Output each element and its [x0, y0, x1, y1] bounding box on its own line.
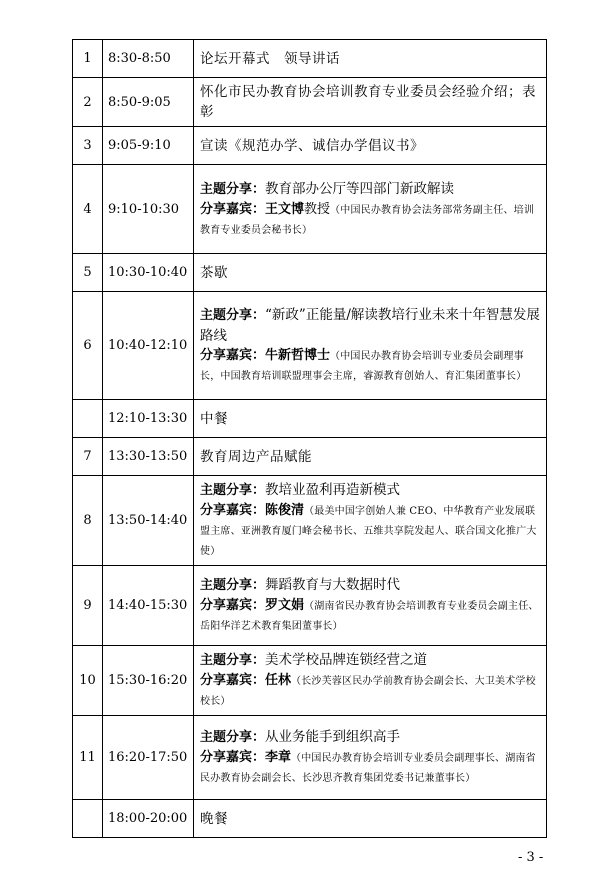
schedule-row: [73, 400, 547, 438]
topic-label: 主题分享：: [200, 181, 266, 197]
guest-name: 罗文娟: [265, 598, 305, 613]
guest-line: [200, 596, 540, 636]
row-number: 5: [73, 254, 103, 292]
row-time: 16:20-17:50: [103, 716, 194, 800]
agenda-item-text: 晚餐: [200, 810, 228, 827]
row-time: 13:30-13:50: [103, 438, 194, 476]
guest-line: [200, 671, 540, 711]
row-content: [194, 292, 547, 400]
row-number: [73, 800, 103, 838]
topic-line: [200, 305, 540, 346]
row-content: [194, 400, 547, 438]
guest-line: [200, 748, 540, 788]
row-time: 10:40-12:10: [103, 292, 194, 400]
page-number: - 3 -: [518, 850, 544, 865]
row-time: 18:00-20:00: [103, 800, 194, 838]
row-time: 8:50-9:05: [103, 78, 194, 127]
guest-note: （中国民办教育协会培训专业委员会副理事长、湖南省民办教育协会副会长、长沙思齐教育集团党委书记兼董事长）: [200, 753, 536, 784]
row-time: 12:10-13:30: [103, 400, 194, 438]
row-number: 8: [73, 476, 103, 566]
topic-text: 教育部办公厅等四部门新政解读: [265, 180, 455, 197]
schedule-row: [73, 254, 547, 292]
row-time: 13:50-14:40: [103, 476, 194, 566]
schedule-row: [73, 78, 547, 127]
guest-name: 李章: [265, 750, 292, 765]
row-content: [194, 78, 547, 127]
topic-label: 主题分享：: [200, 578, 266, 593]
topic-line: [200, 575, 540, 596]
topic-text: “新政”正能量/解读教培行业未来十年智慧发展路线: [200, 307, 540, 344]
topic-label: 主题分享：: [200, 483, 266, 498]
row-content: [194, 800, 547, 838]
row-content: [194, 476, 547, 566]
row-time: 15:30-16:20: [103, 646, 194, 716]
guest-label: 分享嘉宾：: [200, 503, 266, 518]
guest-label: 分享嘉宾：: [200, 673, 266, 688]
row-number: 2: [73, 78, 103, 127]
schedule-table: [72, 39, 547, 838]
row-number: 10: [73, 646, 103, 716]
guest-note: （最美中国字创始人兼 CEO、中华教育产业发展联盟主席、亚洲教育厦门峰会秘书长、五维共享院发起人、联合国文化推广大使）: [200, 506, 537, 557]
row-content: [194, 438, 547, 476]
schedule-row: [73, 566, 547, 646]
topic-line: [200, 480, 540, 501]
guest-label: 分享嘉宾：: [200, 750, 266, 765]
row-time: 14:40-15:30: [103, 566, 194, 646]
row-number: 9: [73, 566, 103, 646]
row-number: [73, 400, 103, 438]
guest-note: （中国民办教育协会法务部常务副主任、培训教育专业委员会秘书长）: [200, 204, 535, 236]
topic-label: 主题分享：: [200, 308, 266, 323]
row-content: [194, 40, 547, 78]
row-time: 8:30-8:50: [103, 40, 194, 78]
schedule-row: [73, 438, 547, 476]
row-number: 11: [73, 716, 103, 800]
topic-label: 主题分享：: [200, 730, 266, 745]
agenda-item-text: 教育周边产品赋能: [200, 448, 312, 465]
topic-line: [200, 179, 540, 200]
schedule-row: [73, 476, 547, 566]
row-number: 1: [73, 40, 103, 78]
topic-text: 美术学校品牌连锁经营之道: [265, 652, 428, 668]
guest-name: 王文博: [265, 201, 305, 217]
topic-text: 从业务能手到组织高手: [265, 729, 401, 745]
topic-label: 主题分享：: [200, 653, 266, 668]
schedule-row: [73, 800, 547, 838]
topic-line: [200, 650, 540, 671]
guest-note: （湖南省民办教育协会培训教育专业委员会副主任、岳阳华洋艺术教育集团董事长）: [200, 601, 539, 632]
guest-name: 陈俊清: [265, 503, 305, 518]
guest-title: 教授: [304, 201, 331, 217]
guest-line: [200, 346, 540, 386]
row-content: [194, 566, 547, 646]
agenda-item-text: 中餐: [200, 410, 228, 427]
schedule-row: [73, 165, 547, 254]
schedule-row: [73, 127, 547, 165]
guest-name: 任林: [265, 673, 292, 688]
guest-note: （长沙芙蓉区民办学前教育协会副会长、大卫美术学校校长）: [200, 676, 536, 707]
guest-line: [200, 501, 540, 561]
topic-text: 舞蹈教育与大数据时代: [265, 577, 401, 593]
schedule-row: [73, 716, 547, 800]
guest-label: 分享嘉宾：: [200, 201, 266, 217]
row-number: 3: [73, 127, 103, 165]
row-content: [194, 254, 547, 292]
row-number: 4: [73, 165, 103, 254]
schedule-row: [73, 292, 547, 400]
row-content: [194, 127, 547, 165]
schedule-row: [73, 40, 547, 78]
guest-note: （中国民办教育协会培训专业委员会副理事长，中国教育培训联盟理事会主席，睿源教育创始人、育汇集团董事长）: [200, 351, 527, 382]
topic-line: [200, 727, 540, 748]
row-content: [194, 716, 547, 800]
schedule-row: [73, 646, 547, 716]
guest-label: 分享嘉宾：: [200, 348, 266, 363]
guest-label: 分享嘉宾：: [200, 598, 266, 613]
guest-name: 牛新哲博士: [265, 348, 331, 363]
agenda-item-text: 茶歇: [200, 264, 228, 281]
row-content: [194, 646, 547, 716]
row-content: [194, 165, 547, 254]
agenda-item-text: 宣读《规范办学、诚信办学倡议书》: [200, 137, 424, 154]
topic-text: 教培业盈利再造新模式: [265, 482, 401, 498]
guest-line: [200, 200, 540, 240]
row-time: 10:30-10:40: [103, 254, 194, 292]
row-number: 6: [73, 292, 103, 400]
row-time: 9:10-10:30: [103, 165, 194, 254]
agenda-item-text: 怀化市民办教育协会培训教育专业委员会经验介绍；表彰: [200, 84, 536, 120]
agenda-item-text: 论坛开幕式 领导讲话: [200, 50, 340, 67]
row-time: 9:05-9:10: [103, 127, 194, 165]
row-number: 7: [73, 438, 103, 476]
